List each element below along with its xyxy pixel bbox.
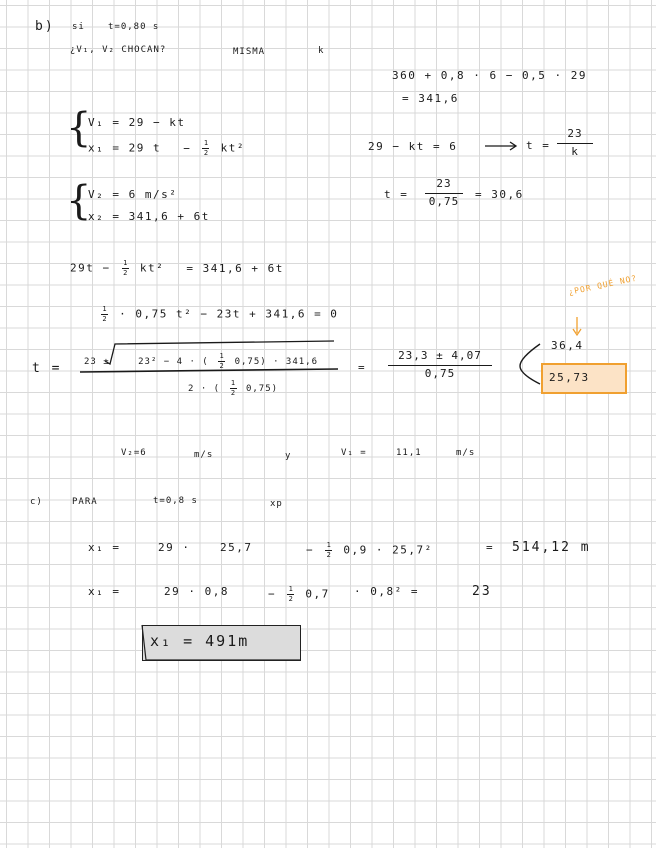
system-1-x1-a: x₁ = 29 t xyxy=(88,141,162,155)
si-text: si xyxy=(72,22,85,32)
x1-line1-minus: − xyxy=(306,543,315,557)
formula-den-b: 0,75) xyxy=(245,384,279,394)
para-text: PARA xyxy=(72,497,98,507)
half-fraction: $\frac{1}{2}$ xyxy=(203,139,209,157)
final-box-stroke xyxy=(142,625,300,660)
calc-line-1: 360 + 0,8 · 6 − 0,5 · 29 xyxy=(392,69,587,82)
formula-sqrt-content-b: 0,75) · 341,6 xyxy=(234,357,319,367)
x1-line1-g: 514,12 m xyxy=(512,540,591,555)
misma-text: MISMA xyxy=(233,47,266,57)
formula-eval-num: 23,3 ± 4,07 xyxy=(398,349,482,362)
half-fraction-3: $\frac{1}{2}$ xyxy=(102,305,107,323)
calc-line-2: = 341,6 xyxy=(402,92,459,105)
x1-line2-f: 23 xyxy=(472,584,492,599)
eq-t2-den: 0,75 xyxy=(428,195,460,209)
result-split xyxy=(520,344,540,384)
x1-line2-b: 29 · 0,8 xyxy=(164,585,229,598)
v1-label: V₁ = xyxy=(341,448,367,458)
x1-line1-c: 25,7 xyxy=(220,541,253,554)
equation-left-a: 29t − xyxy=(70,261,111,275)
half-fraction-5: $\frac{1}{2}$ xyxy=(230,379,236,397)
x1-line1-f: = xyxy=(486,541,495,554)
x1-line1-a: x₁ = xyxy=(88,541,121,554)
half-fraction-7: $\frac{1}{2}$ xyxy=(288,585,293,603)
question-text: ¿V₁, V₂ CHOCAN? xyxy=(70,45,167,55)
formula-sqrt-content: 23² − 4 · ( xyxy=(138,357,209,367)
part-c-label: c) xyxy=(30,497,43,507)
x1-line2-d: 0,7 xyxy=(305,587,330,601)
result-upper: 36,4 xyxy=(551,339,584,352)
equation-right: = 341,6 + 6t xyxy=(186,261,284,275)
v2-unit: m/s xyxy=(194,450,214,460)
formula-fraction-bar xyxy=(80,369,338,372)
result-lower: 25,73 xyxy=(549,371,590,384)
system-1-x1: x₁ = 29 t − $\frac{1}{2}$ kt² xyxy=(88,139,245,157)
formula-den-a: 2 · ( xyxy=(188,384,221,394)
part-b-time: t=0,80 s xyxy=(108,22,160,32)
eq-t2-result: = 30,6 xyxy=(475,188,524,201)
half-fraction-6: $\frac{1}{2}$ xyxy=(326,541,331,559)
final-answer: x₁ = 491m xyxy=(150,632,250,650)
system-1-brace: { xyxy=(66,105,92,151)
system-2-v2: V₂ = 6 m/s² xyxy=(88,188,178,201)
formula-num-a: 23 ± xyxy=(84,357,110,367)
eq-t2-num: 23 xyxy=(436,177,452,190)
system-2-brace: { xyxy=(66,178,92,224)
x1-line2-c: − xyxy=(268,587,277,601)
v2-value: V₂=6 xyxy=(121,448,147,458)
xp-text: xp xyxy=(270,499,283,509)
x1-line1-b: 29 · xyxy=(158,541,191,554)
eq-t2-label: t = xyxy=(384,188,409,201)
formula-equals: = xyxy=(358,361,367,374)
v1-value: 11,1 xyxy=(396,448,422,458)
system-1-x1-b: kt² xyxy=(220,141,245,155)
eq-t-num: 23 xyxy=(567,127,583,140)
sqrt-sign xyxy=(105,341,334,364)
k-text: k xyxy=(318,46,325,56)
x1-line1-e: 0,9 · 25,7² xyxy=(343,543,433,557)
half-fraction-4: $\frac{1}{2}$ xyxy=(219,352,224,370)
system-2-x2: x₂ = 341,6 + 6t xyxy=(88,210,210,223)
system-1-v1: V₁ = 29 − kt xyxy=(88,116,186,129)
v1-unit: m/s xyxy=(456,448,476,458)
formula-t-label: t = xyxy=(32,361,62,376)
eq-t-left: 29 − kt = 6 xyxy=(368,140,458,153)
x1-line2-e: · 0,8² = xyxy=(354,585,419,598)
eq-t-label: t = xyxy=(526,139,551,152)
orange-note: ¿POR QUÉ NO? xyxy=(567,273,638,297)
x1-line2-a: x₁ = xyxy=(88,585,121,598)
part-c-time: t=0,8 s xyxy=(153,496,198,506)
eq-t-den: k xyxy=(571,145,579,159)
half-fraction-2: $\frac{1}{2}$ xyxy=(123,259,128,277)
quadratic-text: · 0,75 t² − 23t + 341,6 = 0 xyxy=(119,307,339,321)
formula-eval-den: 0,75 xyxy=(424,367,456,381)
y-text: y xyxy=(285,451,292,461)
part-b-label: b) xyxy=(35,19,55,34)
equation-left-b: kt² xyxy=(139,261,165,275)
